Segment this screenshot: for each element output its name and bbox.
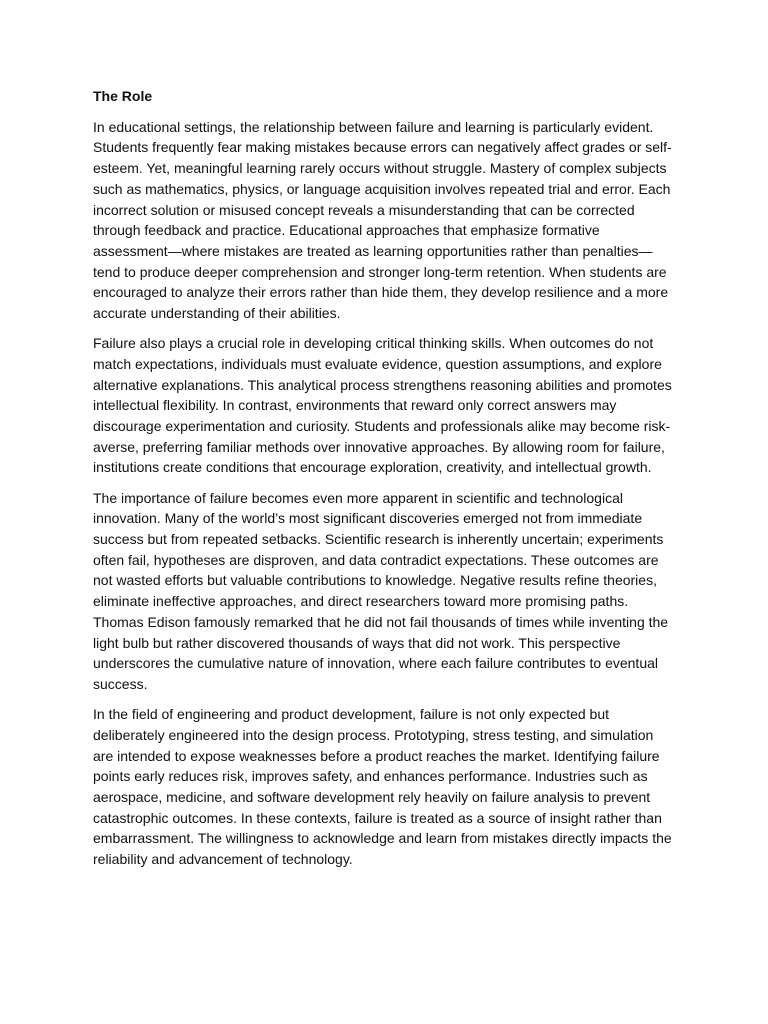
paragraph-1: In educational settings, the relationship between failure and learning is particularly evident. Students frequently fear making mistakes because errors can negatively affect grades or self-esteem. Yet, meaningful learning rarely occurs without struggle. Mastery of complex subjects such as mathematics, physics, or language acquisition involves repeated trial and error. Each incorrect solution or misused concept reveals a misunderstanding that can be corrected through feedback and practice. Educational approaches that emphasize formative assessment—where mistakes are treated as learning opportunities rather than penalties—tend to produce deeper comprehension and stronger long-term retention. When students are encouraged to analyze their errors rather than hide them, they develop resilience and a more accurate understanding of their abilities.: [93, 118, 672, 322]
section-heading: The Role: [93, 88, 153, 104]
paragraph-4: In the field of engineering and product development, failure is not only expected but deliberately engineered into the design process. Prototyping, stress testing, and simulation are intended to expose weaknesses before a product reaches the market. Identifying failure points early reduces risk, improves safety, and enhances performance. Industries such as aerospace, medicine, and software development rely heavily on failure analysis to prevent catastrophic outcomes. In these contexts, failure is treated as a source of insight rather than embarrassment. The willingness to acknowledge and learn from mistakes directly impacts the reliability and advancement of technology.: [93, 706, 672, 868]
paragraph-2: Failure also plays a crucial role in developing critical thinking skills. When outcomes do not match expectations, individuals must evaluate evidence, question assumptions, and explore alternative explanations. This analytical process strengthens reasoning abilities and promotes intellectual flexibility. In contrast, environments that reward only correct answers may discourage experimentation and curiosity. Students and professionals alike may become risk-averse, preferring familiar methods over innovative approaches. By allowing room for failure, institutions create conditions that encourage exploration, creativity, and intellectual growth.: [93, 335, 672, 476]
paragraph-3: The importance of failure becomes even more apparent in scientific and technological innovation. Many of the world’s most significant discoveries emerged not from immediate success but from repeated setbacks. Scientific research is inherently uncertain; experiments often fail, hypotheses are disproven, and data contradict expectations. These outcomes are not wasted efforts but valuable contributions to knowledge. Negative results refine theories, eliminate ineffective approaches, and direct researchers toward more promising paths. Thomas Edison famously remarked that he did not fail thousands of times while inventing the light bulb but rather discovered thousands of ways that did not work. This perspective underscores the cumulative nature of innovation, where each failure contributes to eventual success.: [93, 489, 669, 692]
